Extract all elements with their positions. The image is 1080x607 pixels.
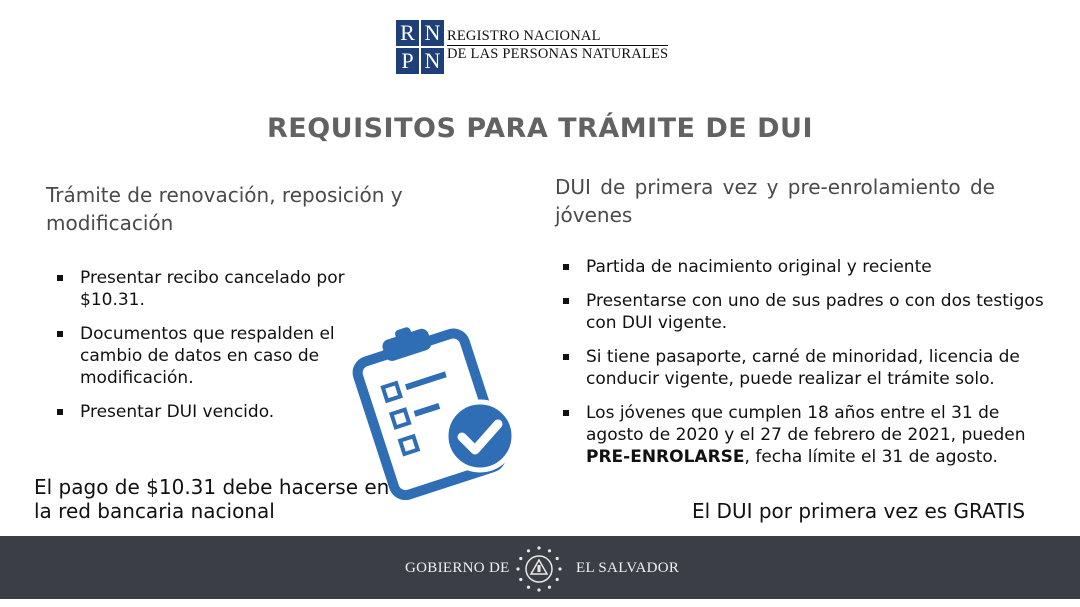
logo-letter: N bbox=[421, 48, 444, 74]
list-item-text: Presentar DUI vencido. bbox=[80, 402, 275, 422]
logo-letter: R bbox=[396, 20, 419, 46]
list-item-text: Presentar recibo cancelado por $10.31. bbox=[80, 268, 345, 310]
el-salvador-emblem-icon bbox=[515, 545, 563, 593]
list-item-text: Los jóvenes que cumplen 18 años entre el 31 de agosto de 2020 y el 27 de febrero de 2021, pueden bbox=[586, 403, 1026, 445]
right-requirements-list bbox=[556, 256, 1056, 480]
rnpn-logo bbox=[396, 20, 668, 74]
free-dui-note: El DUI por primera vez es GRATIS bbox=[692, 499, 1026, 523]
footer-left-text: GOBIERNO DE bbox=[405, 560, 510, 576]
list-item-text: Presentarse con uno de sus padres o con dos testigos con DUI vigente. bbox=[586, 291, 1044, 333]
bullet-icon bbox=[563, 264, 569, 270]
payment-note: El pago de $10.31 debe hacerse en la red bancaria nacional bbox=[34, 475, 390, 523]
government-footer bbox=[0, 536, 1080, 607]
bullet-icon bbox=[57, 409, 63, 415]
list-item bbox=[50, 323, 370, 389]
logo-line-1: REGISTRO NACIONAL bbox=[447, 28, 668, 46]
list-item bbox=[50, 401, 370, 423]
list-item-text: Documentos que respalden el cambio de datos en caso de modificación. bbox=[80, 324, 335, 388]
checklist-clipboard-icon bbox=[352, 320, 522, 500]
bullet-icon bbox=[57, 331, 63, 337]
rnpn-monogram bbox=[396, 20, 444, 74]
right-column-heading: DUI de primera vez y pre-enrolamiento de jóvenes bbox=[555, 175, 995, 227]
bullet-icon bbox=[57, 275, 63, 281]
left-column-heading: Trámite de renovación, reposición y modificación bbox=[46, 183, 403, 235]
footer-right-text: EL SALVADOR bbox=[576, 560, 680, 576]
bullet-icon bbox=[563, 298, 569, 304]
list-item bbox=[556, 290, 1056, 334]
list-item-text: , fecha límite el 31 de agosto. bbox=[744, 447, 998, 467]
logo-letter: P bbox=[396, 48, 419, 74]
left-requirements-list bbox=[50, 267, 370, 435]
pre-enrolarse-emphasis: PRE-ENROLARSE bbox=[586, 447, 745, 467]
list-item bbox=[556, 256, 1056, 278]
list-item bbox=[556, 402, 1056, 468]
bullet-icon bbox=[563, 410, 569, 416]
list-item bbox=[556, 346, 1056, 390]
logo-letter: N bbox=[421, 20, 444, 46]
bullet-icon bbox=[563, 354, 569, 360]
logo-line-2: DE LAS PERSONAS NATURALES bbox=[447, 46, 669, 62]
list-item-text: Partida de nacimiento original y reciente bbox=[586, 257, 932, 277]
list-item bbox=[50, 267, 370, 311]
logo-wordmark bbox=[447, 28, 668, 63]
page-title: REQUISITOS PARA TRÁMITE DE DUI bbox=[266, 113, 814, 144]
list-item-text: Si tiene pasaporte, carné de minoridad, licencia de conducir vigente, puede realizar el trámite solo. bbox=[586, 347, 1020, 389]
